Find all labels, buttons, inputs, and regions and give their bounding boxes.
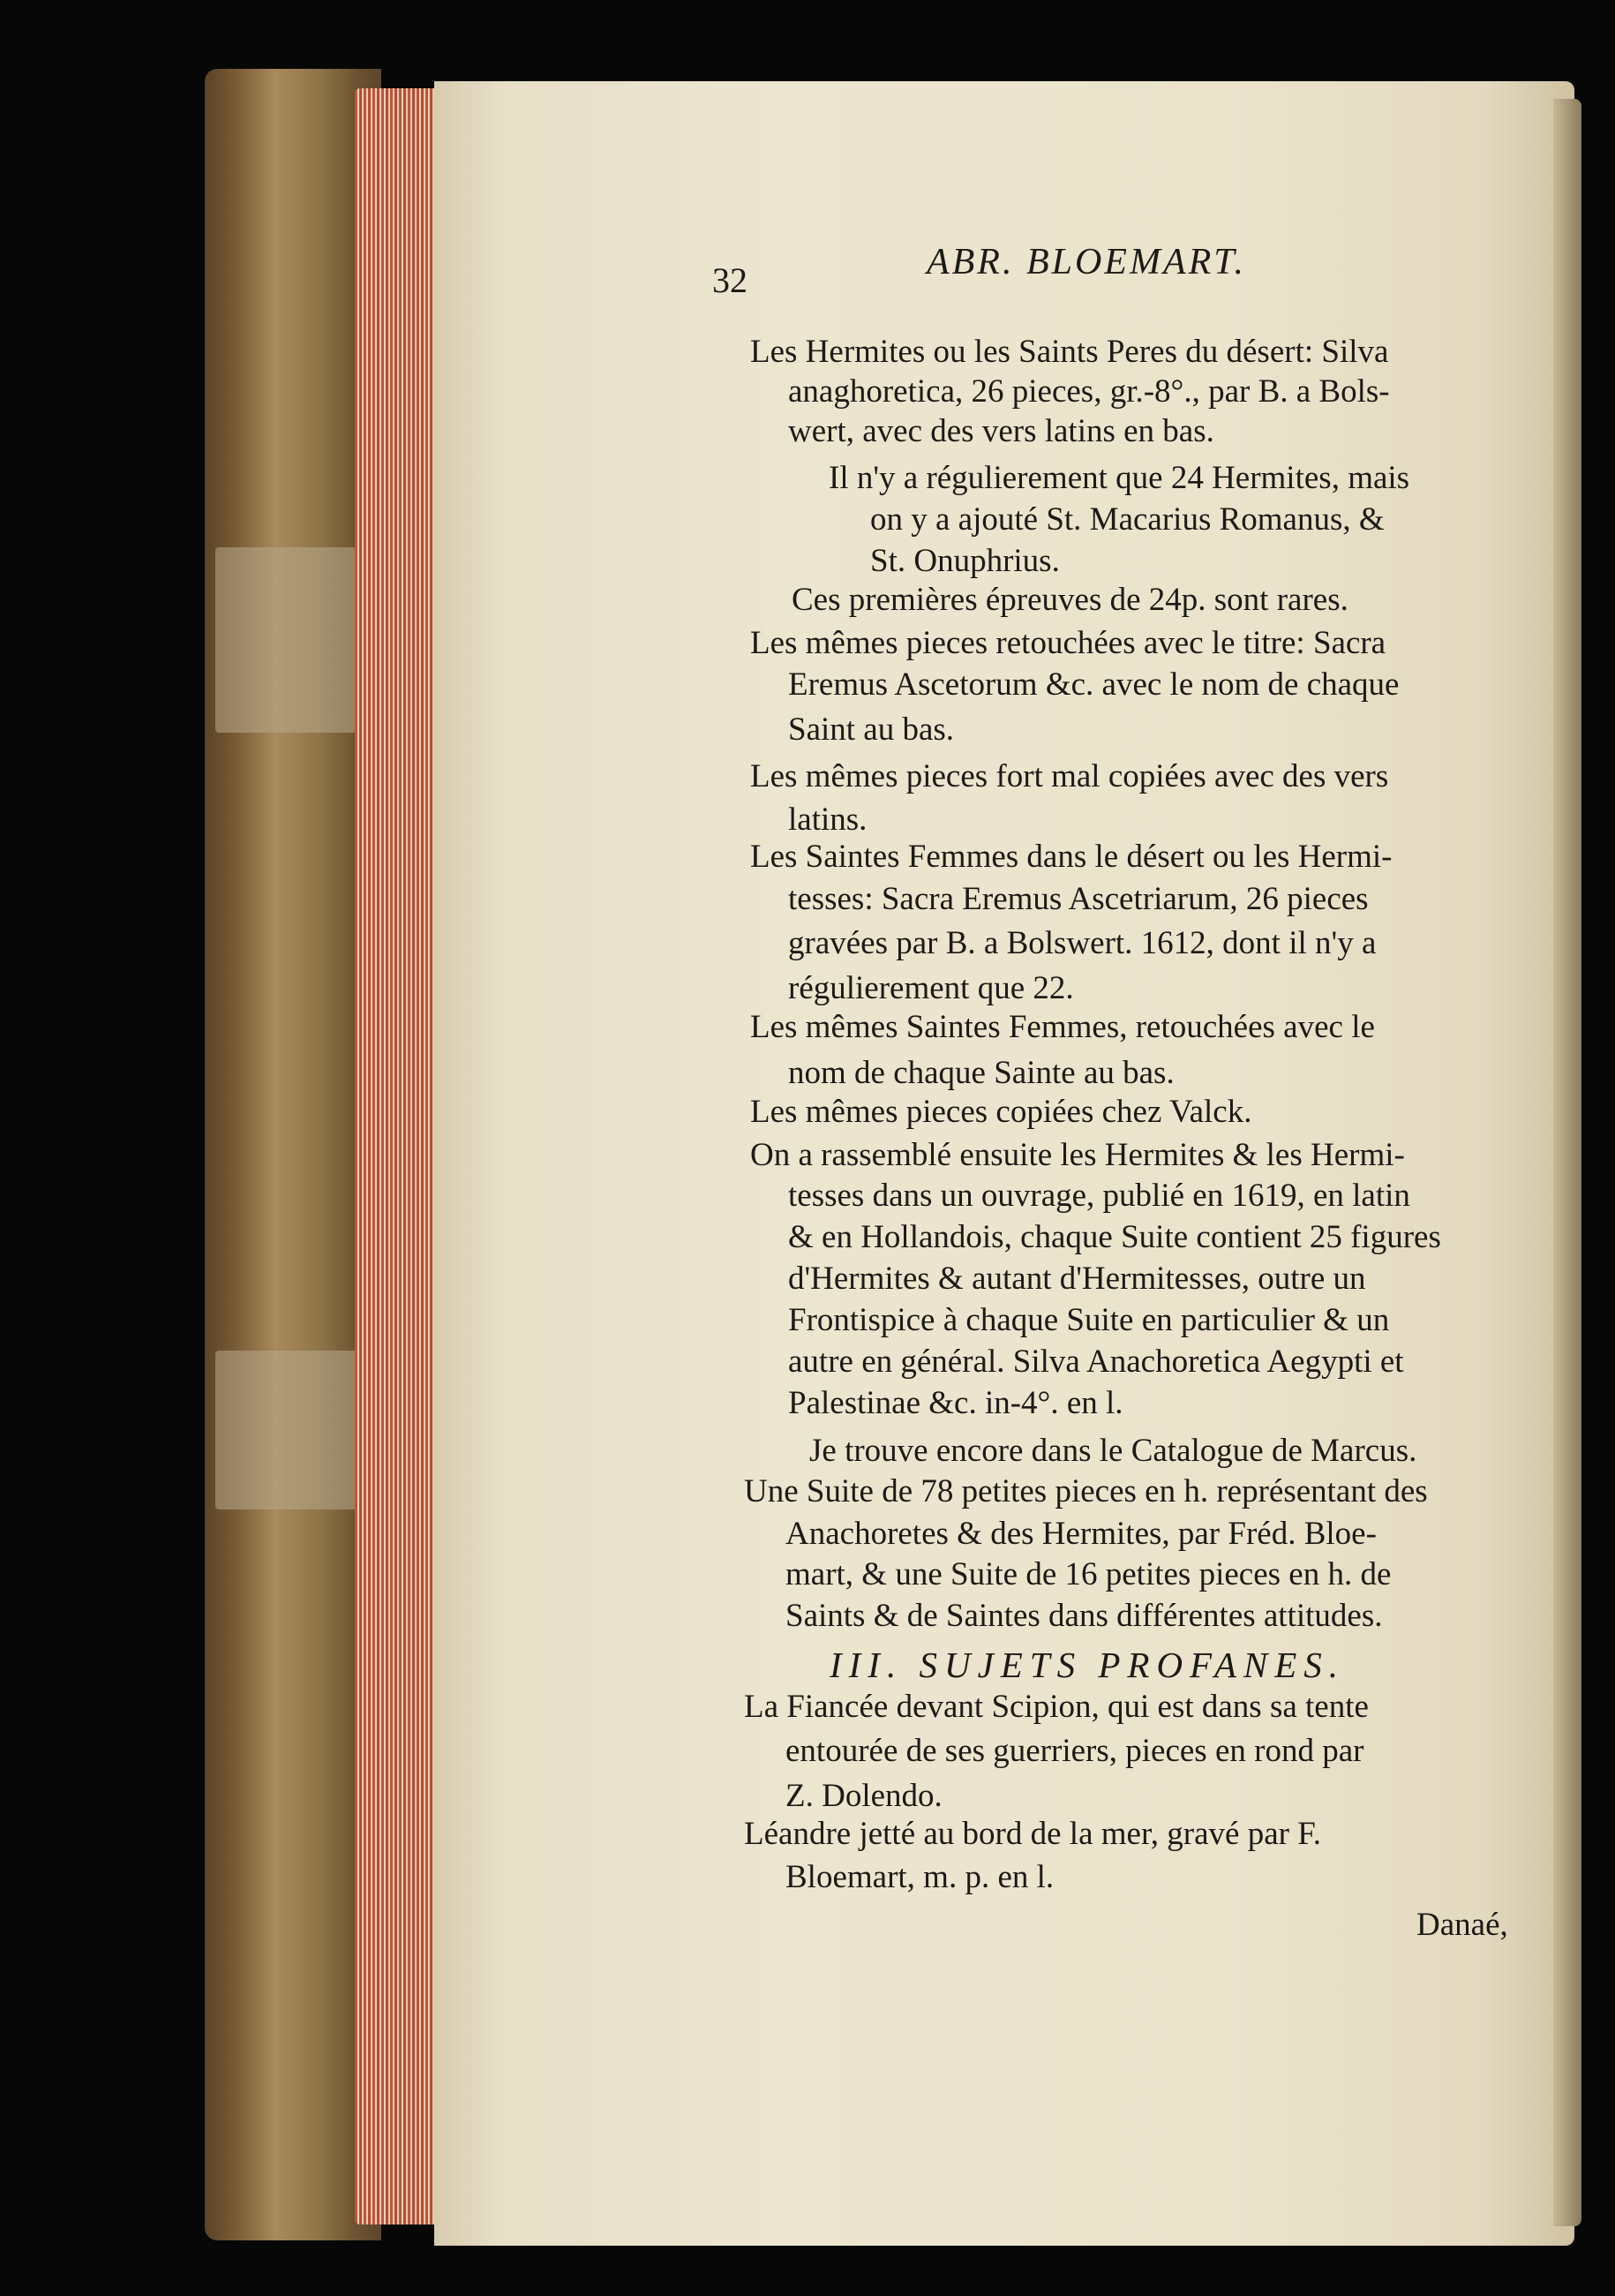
text-line: Il n'y a régulierement que 24 Hermites, mais	[829, 460, 1410, 496]
text-line: anaghoretica, 26 pieces, gr.-8°., par B. a Bols-	[788, 373, 1390, 410]
text-line: Une Suite de 78 petites pieces en h. représentant des	[744, 1473, 1428, 1509]
text-line: On a rassemblé ensuite les Hermites & les Hermi-	[750, 1137, 1405, 1173]
text-line: Bloemart, m. p. en l.	[785, 1859, 1055, 1895]
text-line: tesses: Sacra Eremus Ascetriarum, 26 pieces	[788, 881, 1369, 917]
text-line: Eremus Ascetorum &c. avec le nom de chaque	[788, 666, 1400, 703]
text-line: wert, avec des vers latins en bas.	[788, 413, 1214, 449]
text-line: tesses dans un ouvrage, publié en 1619, en latin	[788, 1178, 1410, 1214]
text-line: Palestinae &c. in-4°. en l.	[788, 1385, 1123, 1421]
text-line: régulierement que 22.	[788, 970, 1074, 1006]
running-title: ABR. BLOEMART.	[927, 242, 1247, 282]
text-line: Les mêmes Saintes Femmes, retouchées avec le	[750, 1009, 1375, 1045]
text-line: gravées par B. a Bolswert. 1612, dont il n'y a	[788, 925, 1377, 961]
text-line: Les Saintes Femmes dans le désert ou les Hermi-	[750, 839, 1393, 875]
text-line: Anachoretes & des Hermites, par Fréd. Bloe-	[785, 1516, 1377, 1552]
page-number: 32	[712, 260, 747, 300]
catchword: Danaé,	[1416, 1907, 1508, 1943]
text-line: on y a ajouté St. Macarius Romanus, &	[870, 501, 1385, 538]
text-line: Z. Dolendo.	[785, 1778, 943, 1814]
text-line: & en Hollandois, chaque Suite contient 25 figures	[788, 1219, 1441, 1255]
text-line: latins.	[788, 802, 868, 838]
text-line: Les mêmes pieces copiées chez Valck.	[750, 1094, 1252, 1130]
text-line: St. Onuphrius.	[870, 543, 1060, 579]
text-line: Les mêmes pieces retouchées avec le titre: Sacra	[750, 625, 1386, 661]
text-line: La Fiancée devant Scipion, qui est dans sa tente	[744, 1689, 1369, 1725]
text-line: Les Hermites ou les Saints Peres du désert: Silva	[750, 334, 1389, 370]
text-line: Léandre jetté au bord de la mer, gravé par F.	[744, 1816, 1322, 1852]
text-line: Les mêmes pieces fort mal copiées avec des vers	[750, 758, 1389, 794]
text-line: Saints & de Saintes dans différentes attitudes.	[785, 1598, 1383, 1634]
section-heading: III. SUJETS PROFANES.	[830, 1645, 1346, 1685]
text-line: Je trouve encore dans le Catalogue de Marcus.	[809, 1433, 1417, 1469]
text-line: nom de chaque Sainte au bas.	[788, 1055, 1175, 1091]
text-line: mart, & une Suite de 16 petites pieces en h. de	[785, 1556, 1392, 1592]
text-line: entourée de ses guerriers, pieces en rond par	[785, 1733, 1364, 1769]
text-line: Frontispice à chaque Suite en particulier & un	[788, 1302, 1390, 1338]
text-line: Saint au bas.	[788, 711, 955, 748]
text-line: d'Hermites & autant d'Hermitesses, outre un	[788, 1261, 1366, 1297]
text-line: Ces premières épreuves de 24p. sont rares.	[792, 582, 1348, 618]
text-line: autre en général. Silva Anachoretica Aegypti et	[788, 1344, 1404, 1380]
